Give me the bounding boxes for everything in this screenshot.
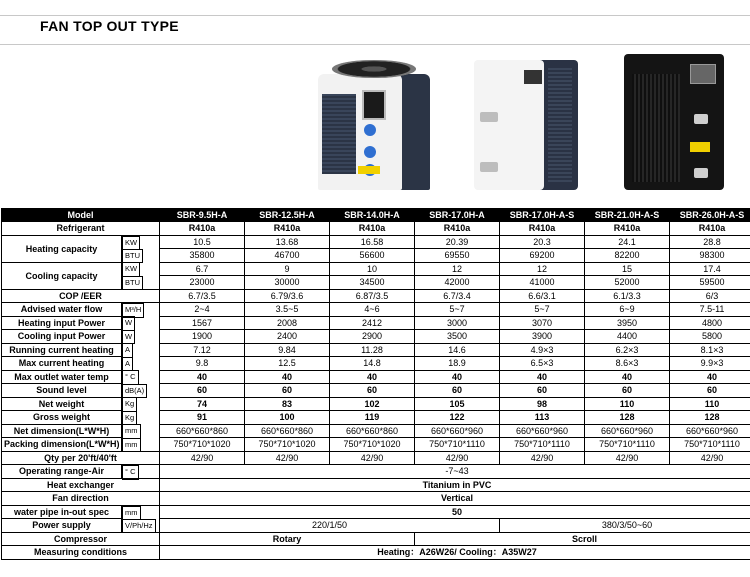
cell: 4800	[670, 316, 750, 330]
cell: 83	[245, 397, 330, 411]
fan-icon	[332, 60, 416, 78]
cell: 15	[585, 262, 670, 276]
cell: 660*660*960	[585, 424, 670, 438]
cell: 20.3	[500, 235, 585, 249]
merged-cell: 380/3/50~60	[500, 519, 750, 533]
gross-weight-row	[2, 411, 750, 425]
merged-cell: Titanium in PVC	[160, 478, 750, 492]
cell: 6.5×3	[500, 357, 585, 371]
cell: 34500	[330, 276, 415, 290]
row-label: Heat exchanger	[2, 478, 160, 492]
cell: 5~7	[500, 303, 585, 317]
cell: 40	[330, 370, 415, 384]
cell: 9	[245, 262, 330, 276]
cell: 750*710*1110	[585, 438, 670, 452]
cell: 42/90	[245, 451, 330, 465]
cell: 69200	[500, 249, 585, 263]
cell: 128	[585, 411, 670, 425]
cell: 12	[415, 262, 500, 276]
cell: 16.58	[330, 235, 415, 249]
heating-power-row	[2, 316, 750, 330]
unit-cell: KW	[122, 262, 140, 277]
cell: R410a	[160, 222, 245, 236]
control-panel-icon	[524, 70, 542, 84]
cell: 98300	[670, 249, 750, 263]
unit-cell: ° C	[122, 465, 139, 480]
cell: 59500	[670, 276, 750, 290]
model-label: Model	[2, 209, 160, 222]
row-label: Refrigerant	[2, 222, 160, 236]
page-title: FAN TOP OUT TYPE	[40, 18, 179, 34]
row-label: Heating capacity	[2, 235, 122, 262]
cell: R410a	[415, 222, 500, 236]
unit-cell: Kg	[122, 411, 137, 426]
cell: 5800	[670, 330, 750, 344]
cell: 660*660*860	[330, 424, 415, 438]
cell: 7.5-11	[670, 303, 750, 317]
running-current-row	[2, 343, 750, 357]
merged-cell: 50	[160, 505, 750, 519]
cell: 9.84	[245, 343, 330, 357]
cell: 6.6/3.1	[500, 289, 585, 303]
cell: 6~9	[585, 303, 670, 317]
cell: 3000	[415, 316, 500, 330]
model-cell: SBR-14.0H-A	[330, 209, 415, 222]
cell: 40	[245, 370, 330, 384]
cell: 91	[160, 411, 245, 425]
cell: 60	[500, 384, 585, 398]
max-outlet-row	[2, 370, 750, 384]
cell: 10.5	[160, 235, 245, 249]
unit-cell: M³/H	[122, 303, 144, 318]
cell: 42000	[415, 276, 500, 290]
cell: 100	[245, 411, 330, 425]
cell: 9.9×3	[670, 357, 750, 371]
product-photos	[0, 50, 750, 200]
cop-row	[2, 289, 750, 303]
cell: 60	[330, 384, 415, 398]
cell: 60	[585, 384, 670, 398]
unit-cell: ° C	[122, 370, 139, 385]
cooling-power-row	[2, 330, 750, 344]
cell: 4400	[585, 330, 670, 344]
cell: 750*710*1020	[245, 438, 330, 452]
cell: 40	[585, 370, 670, 384]
cell: 60	[245, 384, 330, 398]
row-label: Running current heating	[2, 343, 122, 357]
cell: R410a	[245, 222, 330, 236]
model-row	[2, 209, 750, 222]
cell: 52000	[585, 276, 670, 290]
cell: 750*710*1020	[330, 438, 415, 452]
merged-cell: Heating：A26W26/ Cooling：A35W27	[160, 546, 750, 560]
cell: 660*660*960	[415, 424, 500, 438]
cell: 74	[160, 397, 245, 411]
cell: 18.9	[415, 357, 500, 371]
cell: 660*660*860	[160, 424, 245, 438]
cell: 40	[500, 370, 585, 384]
cell: 119	[330, 411, 415, 425]
cell: 14.6	[415, 343, 500, 357]
row-label: Measuring conditions	[2, 546, 160, 560]
cell: 2900	[330, 330, 415, 344]
cell: 20.39	[415, 235, 500, 249]
cell: 42/90	[500, 451, 585, 465]
cell: 6.7/3.4	[415, 289, 500, 303]
cell: 1567	[160, 316, 245, 330]
top-divider	[0, 15, 750, 16]
row-label: Fan direction	[2, 492, 160, 506]
cell: 42/90	[330, 451, 415, 465]
cell: 60	[415, 384, 500, 398]
cell: 41000	[500, 276, 585, 290]
cell: 82200	[585, 249, 670, 263]
cell: 2412	[330, 316, 415, 330]
heating-capacity-kw-row	[2, 235, 750, 249]
cell: 28.8	[670, 235, 750, 249]
cell: 105	[415, 397, 500, 411]
unit-cell: KW	[122, 236, 140, 251]
merged-cell: 220/1/50	[160, 519, 500, 533]
compressor-row	[2, 532, 750, 546]
cell: 6.79/3.6	[245, 289, 330, 303]
packing-dimension-row	[2, 438, 750, 452]
row-label: Net weight	[2, 397, 122, 411]
cooling-capacity-kw-row	[2, 262, 750, 276]
cell: 2~4	[160, 303, 245, 317]
cell: 40	[415, 370, 500, 384]
model-cell: SBR-26.0H-A-S	[670, 209, 750, 222]
cell: 40	[670, 370, 750, 384]
cell: 4.9×3	[500, 343, 585, 357]
cell: 660*660*860	[245, 424, 330, 438]
unit-cell: V/Ph/Hz	[122, 519, 156, 534]
heat-pump-image-3	[624, 54, 724, 190]
row-label: Operating range-Air	[2, 465, 122, 479]
model-cell: SBR-12.5H-A	[245, 209, 330, 222]
cell: 6/3	[670, 289, 750, 303]
cell: 30000	[245, 276, 330, 290]
fan-direction-row	[2, 492, 750, 506]
cell: 750*710*1110	[670, 438, 750, 452]
control-panel-icon	[362, 90, 386, 120]
cell: 3500	[415, 330, 500, 344]
heat-exchanger-row	[2, 478, 750, 492]
unit-cell: BTU	[122, 276, 143, 291]
row-label: Qty per 20'ft/40'ft	[2, 451, 160, 465]
cell: 60	[160, 384, 245, 398]
row-label: Power supply	[2, 519, 122, 533]
cell: 6.87/3.5	[330, 289, 415, 303]
cell: 8.6×3	[585, 357, 670, 371]
cell: 7.12	[160, 343, 245, 357]
cell: 6.2×3	[585, 343, 670, 357]
cell: 750*710*1020	[160, 438, 245, 452]
cell: 24.1	[585, 235, 670, 249]
cell: 60	[670, 384, 750, 398]
unit-cell: W	[122, 330, 135, 345]
cell: 56600	[330, 249, 415, 263]
row-label: Cooling input Power	[2, 330, 122, 344]
cell: 128	[670, 411, 750, 425]
cell: 102	[330, 397, 415, 411]
cell: 6.7	[160, 262, 245, 276]
heat-pump-image-2	[474, 60, 578, 190]
row-label: Max current heating	[2, 357, 122, 371]
title-divider	[0, 44, 750, 45]
cell: 17.4	[670, 262, 750, 276]
net-weight-row	[2, 397, 750, 411]
cell: 12	[500, 262, 585, 276]
heat-pump-image-1	[318, 58, 430, 190]
row-label: Gross weight	[2, 411, 122, 425]
cell: 11.28	[330, 343, 415, 357]
cell: 40	[160, 370, 245, 384]
qty-row	[2, 451, 750, 465]
unit-cell: W	[122, 316, 135, 331]
merged-cell: Rotary	[160, 532, 415, 546]
unit-cell: mm	[122, 438, 141, 453]
row-label: COP /EER	[2, 289, 160, 303]
cell: 3900	[500, 330, 585, 344]
power-supply-row	[2, 519, 750, 533]
model-cell: SBR-17.0H-A-S	[500, 209, 585, 222]
cell: 69550	[415, 249, 500, 263]
row-label: Cooling capacity	[2, 262, 122, 289]
cell: R410a	[670, 222, 750, 236]
cell: 750*710*1110	[415, 438, 500, 452]
model-cell: SBR-17.0H-A	[415, 209, 500, 222]
cell: 42/90	[670, 451, 750, 465]
unit-cell: mm	[122, 506, 141, 521]
water-pipe-row	[2, 505, 750, 519]
row-label: Heating input Power	[2, 316, 122, 330]
merged-cell: Scroll	[415, 532, 750, 546]
cell: 3070	[500, 316, 585, 330]
water-flow-row	[2, 303, 750, 317]
cell: 660*660*960	[670, 424, 750, 438]
cell: 2008	[245, 316, 330, 330]
cell: 6.1/3.3	[585, 289, 670, 303]
cell: 14.8	[330, 357, 415, 371]
row-label: Net dimension(L*W*H)	[2, 424, 122, 438]
cell: R410a	[585, 222, 670, 236]
sound-level-row	[2, 384, 750, 398]
spec-table	[1, 208, 750, 560]
unit-cell: dB(A)	[122, 384, 147, 399]
cell: 113	[500, 411, 585, 425]
row-label: Compressor	[2, 532, 160, 546]
cell: 750*710*1110	[500, 438, 585, 452]
unit-cell: mm	[122, 424, 141, 439]
row-label: Packing dimension(L*W*H)	[2, 438, 122, 452]
cell: 23000	[160, 276, 245, 290]
cell: 2400	[245, 330, 330, 344]
unit-cell: A	[122, 357, 133, 372]
cell: R410a	[500, 222, 585, 236]
unit-cell: A	[122, 343, 133, 358]
measuring-conditions-row	[2, 546, 750, 560]
cell: 42/90	[160, 451, 245, 465]
cell: 3.5~5	[245, 303, 330, 317]
row-label: Max outlet water temp	[2, 370, 122, 384]
operating-range-row	[2, 465, 750, 479]
model-cell: SBR-9.5H-A	[160, 209, 245, 222]
cell: 42/90	[585, 451, 670, 465]
row-label: Sound level	[2, 384, 122, 398]
refrigerant-row	[2, 222, 750, 236]
cell: 12.5	[245, 357, 330, 371]
unit-cell: BTU	[122, 249, 143, 264]
cell: 1900	[160, 330, 245, 344]
cell: 6.7/3.5	[160, 289, 245, 303]
cell: 42/90	[415, 451, 500, 465]
cell: 660*660*960	[500, 424, 585, 438]
row-label: water pipe in-out spec	[2, 505, 122, 519]
cell: 8.1×3	[670, 343, 750, 357]
cell: 5~7	[415, 303, 500, 317]
cell: 13.68	[245, 235, 330, 249]
max-current-row	[2, 357, 750, 371]
model-cell: SBR-21.0H-A-S	[585, 209, 670, 222]
unit-cell: Kg	[122, 397, 137, 412]
cell: R410a	[330, 222, 415, 236]
cell: 9.8	[160, 357, 245, 371]
cell: 98	[500, 397, 585, 411]
cell: 122	[415, 411, 500, 425]
cell: 35800	[160, 249, 245, 263]
cell: 46700	[245, 249, 330, 263]
control-panel-icon	[690, 64, 716, 84]
merged-cell: -7~43	[160, 465, 750, 479]
cell: 4~6	[330, 303, 415, 317]
merged-cell: Vertical	[160, 492, 750, 506]
cell: 110	[585, 397, 670, 411]
net-dimension-row	[2, 424, 750, 438]
cell: 10	[330, 262, 415, 276]
row-label: Advised water flow	[2, 303, 122, 317]
cell: 3950	[585, 316, 670, 330]
cell: 110	[670, 397, 750, 411]
